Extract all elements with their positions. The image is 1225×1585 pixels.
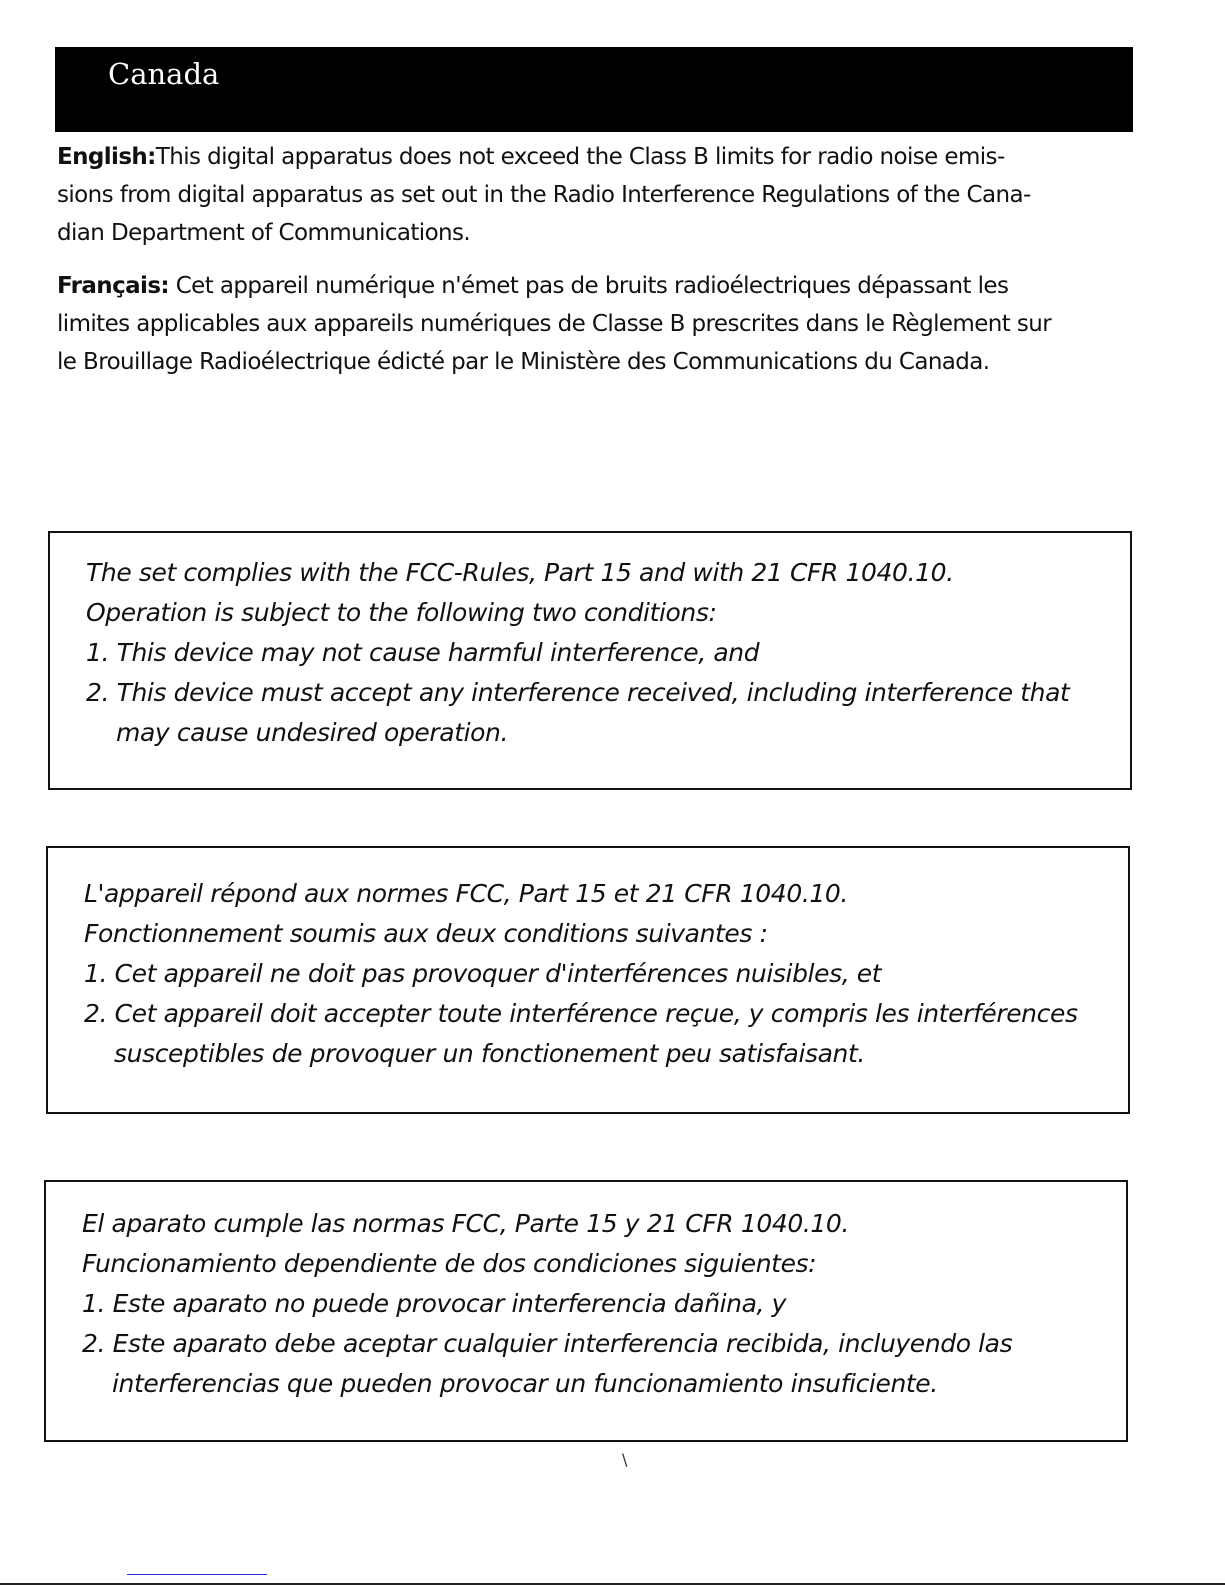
box-line: The set complies with the FCC-Rules, Part 15 and with 21 CFR 1040.10. [86, 558, 954, 587]
french-notice [57, 267, 1051, 381]
box-line: 2. This device must accept any interference received, including interference that [86, 678, 1070, 707]
english-line: This digital apparatus does not exceed the Class B limits for radio noise emis- [155, 144, 1005, 170]
english-label: English: [57, 144, 156, 170]
french-label: Français: [57, 273, 170, 299]
section-header-bar [55, 47, 1133, 132]
box-line: 1. Cet appareil ne doit pas provoquer d'interférences nuisibles, et [84, 959, 882, 988]
fcc-box-french [46, 846, 1130, 1114]
box-line: 2. Este aparato debe aceptar cualquier interferencia recibida, incluyendo las [82, 1329, 1013, 1358]
box-line: L'appareil répond aux normes FCC, Part 15 et 21 CFR 1040.10. [84, 879, 848, 908]
english-notice [57, 138, 1031, 252]
fcc-box-english [48, 531, 1132, 790]
section-title: Canada [108, 57, 220, 91]
box-line: Operation is subject to the following two conditions: [86, 598, 717, 627]
box-line: interferencias que pueden provocar un funcionamiento insuficiente. [112, 1369, 938, 1398]
english-line: sions from digital apparatus as set out in the Radio Interference Regulations of the Cana- [57, 182, 1031, 208]
box-line: El aparato cumple las normas FCC, Parte 15 y 21 CFR 1040.10. [82, 1209, 849, 1238]
box-line: susceptibles de provoquer un fonctionement peu satisfaisant. [114, 1039, 865, 1068]
box-line: 1. This device may not cause harmful interference, and [86, 638, 760, 667]
french-line: le Brouillage Radioélectrique édicté par le Ministère des Communications du Canada. [57, 349, 990, 375]
stray-mark: \ [622, 1450, 628, 1469]
french-line: limites applicables aux appareils numériques de Classe B prescrites dans le Règlement sur [57, 311, 1052, 337]
box-line: may cause undesired operation. [116, 718, 509, 747]
box-line: 2. Cet appareil doit accepter toute interférence reçue, y compris les interférences [84, 999, 1078, 1028]
english-line: dian Department of Communications. [57, 220, 471, 246]
french-line: Cet appareil numérique n'émet pas de bruits radioélectriques dépassant les [169, 273, 1009, 299]
box-line: Fonctionnement soumis aux deux conditions suivantes : [84, 919, 768, 948]
blue-rule [127, 1574, 267, 1575]
fcc-box-spanish [44, 1180, 1128, 1442]
box-line: Funcionamiento dependiente de dos condiciones siguientes: [82, 1249, 817, 1278]
box-line: 1. Este aparato no puede provocar interferencia dañina, y [82, 1289, 787, 1318]
